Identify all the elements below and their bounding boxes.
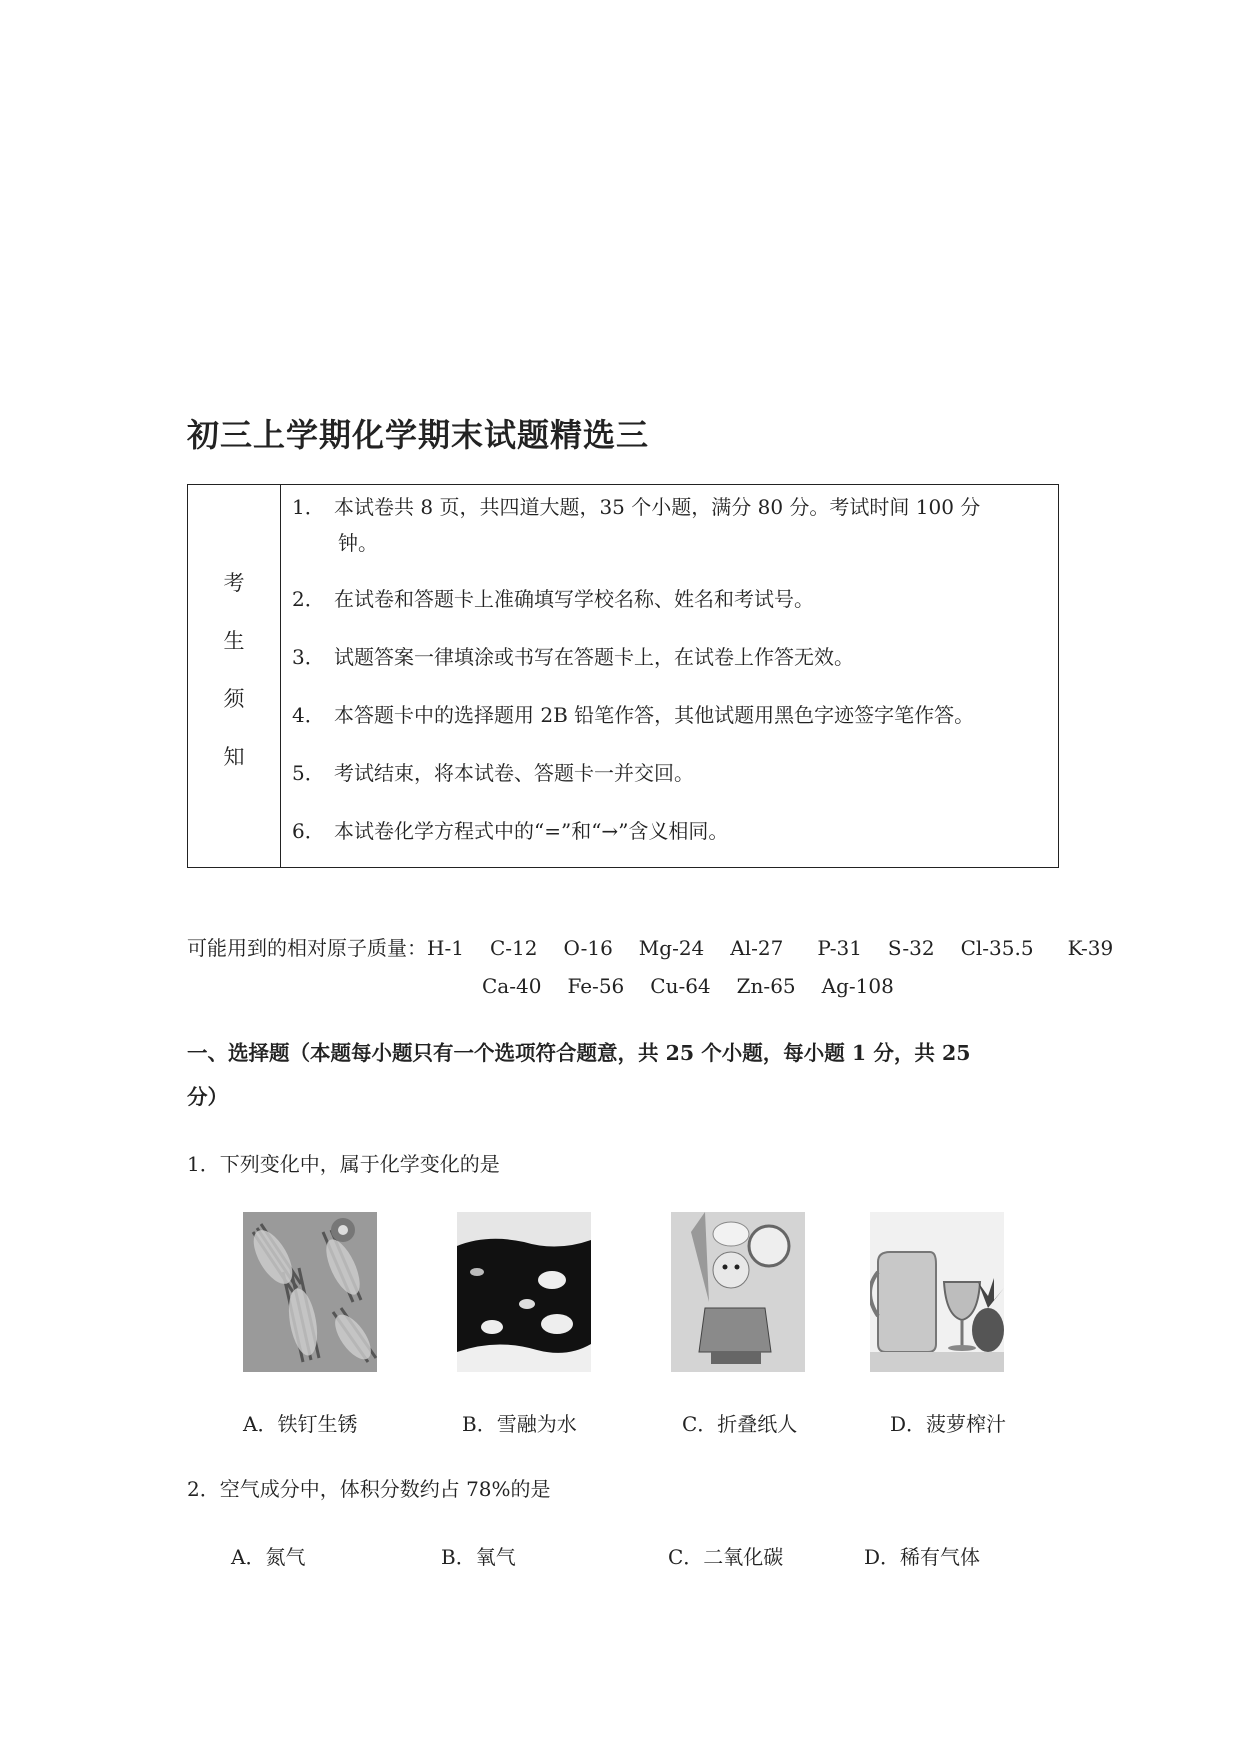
atomic-mass-value: C-12	[489, 936, 538, 960]
notice-item-text: 本答题卡中的选择题用 2B 铅笔作答，其他试题用黑色字迹签字笔作答。	[334, 703, 975, 727]
notice-label-char: 考	[223, 571, 245, 595]
question-stem: 1．下列变化中，属于化学变化的是	[187, 1152, 500, 1176]
atomic-mass-label: 可能用到的相对原子质量：	[187, 936, 427, 960]
question-stem: 2．空气成分中，体积分数约占 78%的是	[187, 1477, 551, 1501]
notice-item	[292, 639, 854, 675]
atomic-mass-value: Ca-40	[482, 974, 542, 998]
notice-item-number: 1．	[292, 495, 325, 519]
notice-label-char: 生	[223, 629, 245, 653]
exam-notice-table	[187, 484, 1059, 868]
atomic-mass-value: H-1	[427, 936, 464, 960]
notice-item-number: 5．	[292, 761, 325, 785]
notice-item-number: 2．	[292, 587, 325, 611]
paper-figure-image	[671, 1212, 805, 1372]
notice-label-column	[188, 485, 281, 867]
atomic-mass-line-1	[187, 932, 1113, 961]
notice-item	[292, 489, 980, 525]
notice-item-text: 试题答案一律填涂或书写在答题卡上，在试卷上作答无效。	[334, 645, 854, 669]
notice-item	[292, 755, 694, 791]
section-heading	[187, 1036, 971, 1110]
notice-item-text: 考试结束，将本试卷、答题卡一并交回。	[334, 761, 694, 785]
atomic-mass-value: Mg-24	[638, 936, 705, 960]
atomic-mass-value: Cu-64	[650, 974, 711, 998]
rusty-screws-image	[243, 1212, 377, 1372]
notice-item-number: 4．	[292, 703, 325, 727]
atomic-mass-value: Cl-35.5	[960, 936, 1034, 960]
notice-item-text: 在试卷和答题卡上准确填写学校名称、姓名和考试号。	[334, 587, 814, 611]
notice-item-number: 6．	[292, 819, 325, 843]
option-b[interactable]: B．氧气	[441, 1545, 516, 1569]
notice-item-continuation: 钟。	[338, 531, 378, 555]
option-b[interactable]: B．雪融为水	[462, 1412, 577, 1436]
atomic-mass-value: K-39	[1067, 936, 1114, 960]
atomic-mass-value: S-32	[887, 936, 935, 960]
melting-snow-image	[457, 1212, 591, 1372]
pineapple-juice-image	[870, 1212, 1004, 1372]
option-d[interactable]: D．稀有气体	[864, 1545, 981, 1569]
atomic-mass-value: Zn-65	[736, 974, 796, 998]
notice-item	[292, 581, 814, 617]
notice-item-number: 3．	[292, 645, 325, 669]
atomic-mass-value: O-16	[563, 936, 613, 960]
atomic-mass-value: P-31	[817, 936, 862, 960]
option-a[interactable]: A．铁钉生锈	[243, 1412, 358, 1436]
notice-label-char: 知	[223, 745, 245, 769]
option-d[interactable]: D．菠萝榨汁	[890, 1412, 1007, 1436]
notice-item	[292, 697, 974, 733]
atomic-mass-line-2	[482, 974, 894, 998]
notice-item-text: 本试卷共 8 页，共四道大题，35 个小题，满分 80 分。考试时间 100 分	[334, 495, 981, 519]
notice-item	[292, 813, 728, 849]
notice-label-char: 须	[223, 687, 245, 711]
atomic-mass-value: Al-27	[730, 936, 784, 960]
page-title: 初三上学期化学期末试题精选三	[187, 416, 650, 454]
atomic-mass-value: Fe-56	[567, 974, 625, 998]
option-a[interactable]: A．氮气	[231, 1545, 306, 1569]
notice-item-text: 本试卷化学方程式中的“=”和“→”含义相同。	[334, 819, 729, 843]
atomic-mass-value: Ag-108	[821, 974, 894, 998]
section-heading-line: 一、选择题（本题每小题只有一个选项符合题意，共 25 个小题，每小题 1 分，共 25	[187, 1041, 971, 1065]
section-heading-line: 分）	[187, 1085, 228, 1109]
option-c[interactable]: C．二氧化碳	[668, 1545, 784, 1569]
option-c[interactable]: C．折叠纸人	[682, 1412, 798, 1436]
